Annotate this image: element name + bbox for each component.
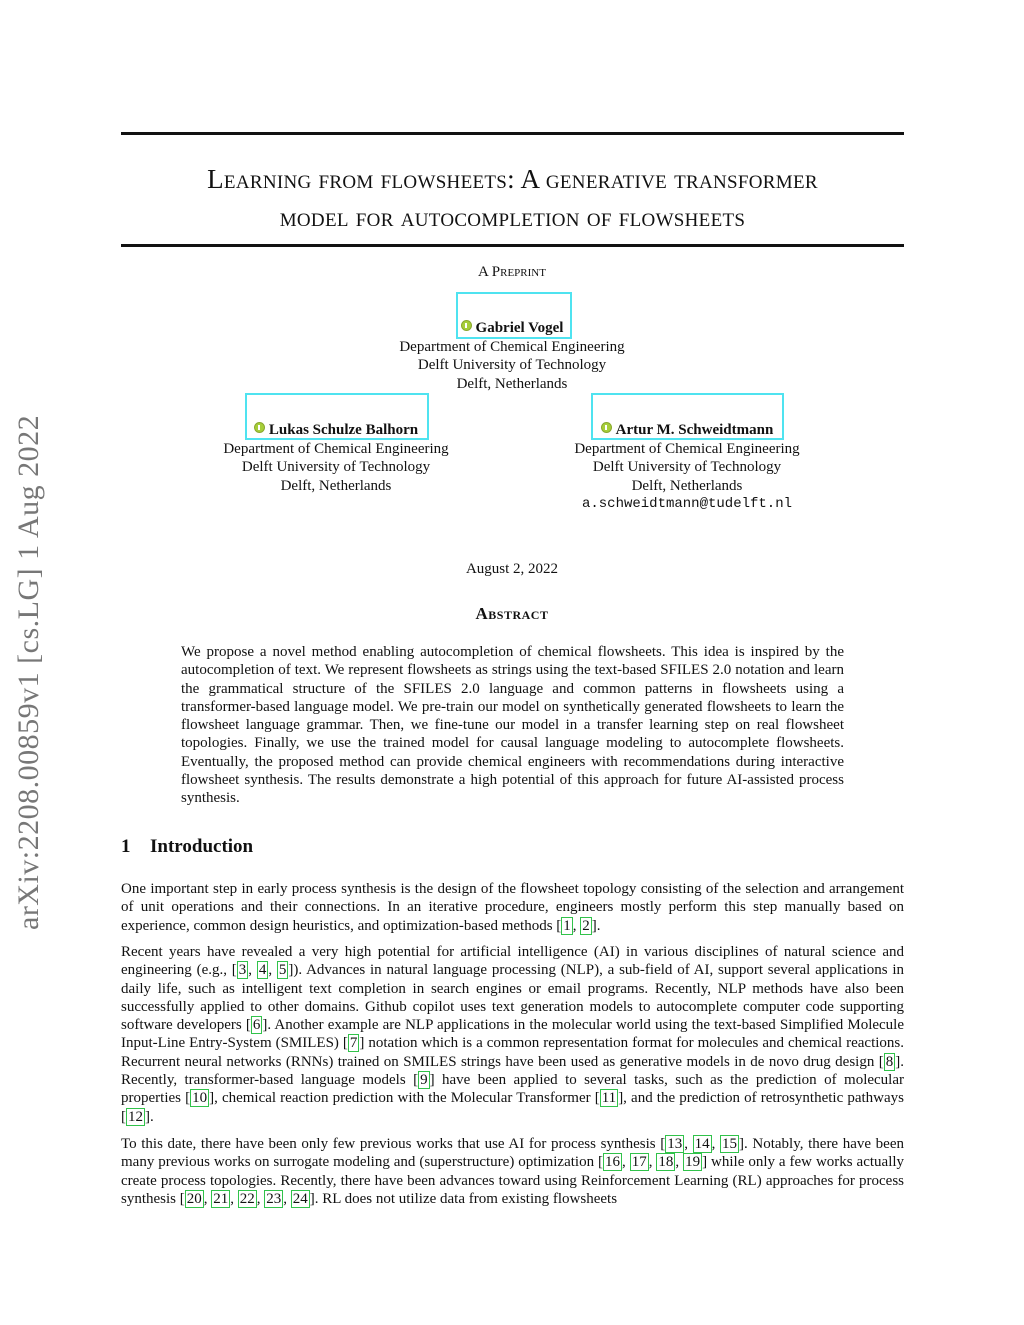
paragraph-text: To this date, there have been only few previous works that use AI for process synthesis [ [121,1136,666,1152]
citation-link[interactable]: 12 [128,1108,143,1125]
author-university: Delft University of Technology [241,459,431,475]
paragraph-text: ]. Notably, there have been many previous works on surrogate modeling and (superstructure) optimization [ [121,1136,904,1171]
citation-link[interactable]: 4 [258,962,267,979]
author-name[interactable]: Artur M. Schweidtmann [615,422,774,438]
citation-link[interactable]: 14 [694,1136,710,1152]
paragraph-text: ]. RL does not utilize data from existing flowsheets [309,1190,618,1207]
citation-link[interactable]: 16 [605,1154,621,1171]
citation-link[interactable]: 7 [349,1035,358,1052]
intro-paragraph-2: Recent years have revealed a very high potential for artificial intelligence (AI) in various disciplines of natural science and engineering (e.g., [ 3 , 4 , 5 ]). Advances in natural language processing (NLP), a sub-field of AI, support several applications in daily life, such as intelligent text completion in search engines or email programs. Recently, NLP methods have also been successfully applied to other domains. Github copilot uses text generation models to autocomplete computer code supporting software developers [ 6 ]. Another example are NLP applications in the molecular world using the text-based Simplified Molecule Input-Line Entry-System (SMILES) [ 7 ] notation which is a common representation format for molecules and chemical reactions. Recurrent neural networks (RNNs) trained on SMILES strings have been used as generative models in de novo drug design [ 8 ]. Recently, transformer-based language models [ 9 ] have been applied to several tasks, such as the prediction of molecular properties [ 10 ], chemical reaction prediction with the Molecular Transformer [ 11 ], and the prediction of retrosynthetic pathways [ 12 ]. [121,944,905,1125]
citation-link[interactable]: 21 [213,1190,229,1207]
paragraph-text: ], and the prediction of retrosynthetic pathways [ [121,1090,904,1125]
citation-link[interactable]: 22 [239,1190,255,1207]
author-department: Department of Chemical Engineering [574,440,800,457]
paragraph-text: ]. Recently, transformer-based language models [ [121,1053,904,1089]
citation-link[interactable]: 11 [601,1090,617,1107]
author-email[interactable]: a.schweidtmann@tudelft.nl [581,496,793,512]
citation-link[interactable]: 9 [420,1072,428,1089]
citation-link[interactable]: 3 [238,962,247,979]
citation-link[interactable]: 17 [631,1154,647,1171]
citation-link[interactable]: 8 [885,1053,894,1070]
author-department: Department of Chemical Engineering [223,440,449,457]
citation-link[interactable]: 10 [192,1090,208,1107]
author-block-2 [186,421,486,495]
paragraph-text: ] while only a few works actually create process topologies. Recently, there have been advances toward using Reinforcement Learning (RL) approaches for process synthesis [ [121,1154,905,1207]
author-block-3 [537,421,837,514]
author-name[interactable]: Lukas Schulze Balhorn [268,422,419,438]
preprint-label: A Preprint [478,264,546,280]
paragraph-text: ] notation which is a common representation format for molecules and chemical reactions. Recurrent neural networks (RNNs) trained on SMILES strings have been used as generative models in de novo drug design [ [121,1035,905,1070]
author-department: Department of Chemical Engineering [399,338,625,355]
paragraph-text: ] have been applied to several tasks, such as the prediction of molecular properties [ [121,1072,904,1107]
citation-link[interactable]: 6 [252,1017,261,1034]
author-block-1 [362,319,662,393]
section-heading [121,836,253,858]
paper-title-line-1: Learning from flowsheets: A generative transformer [207,164,818,194]
author-name[interactable]: Gabriel Vogel [475,320,564,336]
citation-link[interactable]: 1 [563,917,571,934]
paper-title [121,160,904,236]
arxiv-sidebar-stamp: arXiv:2208.00859v1 [cs.LG] 1 Aug 2022 [12,414,45,930]
abstract-text: We propose a novel method enabling autocompletion of chemical flowsheets. This idea is inspired by the autocompletion of text. We represent flowsheets as strings using the text-based SFILES 2.0 notation and learn the grammatical structure of the SFILES 2.0 language and common patterns in flowsheets using a transformer-based language model. We pre-train our model on synthetically generated flowsheets to learn the flowsheet language grammar. Then, we fine-tune our model in a transfer learning step on real flowsheet topologies. Finally, we use the trained model for causal language modeling to autocomplete flowsheets. Eventually, the proposed method can provide chemical engineers with recommendations during interactive flowsheet synthesis. The results demonstrate a high potential of this approach for future AI-assisted process synthesis. [181,644,844,807]
orcid-icon[interactable] [254,422,265,433]
citation-link[interactable]: 2 [582,917,590,934]
author-university: Delft University of Technology [592,459,782,475]
citation-link[interactable]: 5 [278,962,287,979]
author-location: Delft, Netherlands [631,477,743,494]
abstract-heading: Abstract [475,604,549,623]
title-bottom-rule [121,244,904,247]
section-title: Introduction [150,836,254,857]
title-top-rule [121,132,904,135]
citation-link[interactable]: 23 [266,1190,282,1207]
orcid-icon[interactable] [461,320,472,331]
paragraph-text: ]. Another example are NLP applications in the molecular world using the text-based Simplified Molecule Input-Line Entry-System (SMILES) [ [121,1017,904,1052]
paragraph-text: ]. [591,917,601,934]
paragraph-text: ]. [145,1108,154,1125]
citation-link[interactable]: 13 [667,1136,683,1152]
author-location: Delft, Netherlands [456,375,568,392]
author-university: Delft University of Technology [417,357,607,373]
intro-paragraph-3: To this date, there have been only few previous works that use AI for process synthesis [ 13 , 14 , 15 ]. Notably, there have been many previous works on surrogate modeling and (superstructure) optimization [ 16 , 17 , 18 , 19 ] while only a few works actually create process topologies. Recently, there have been advances toward using Reinforcement Learning (RL) approaches for process synthesis [ 20 , 21 , 22 , 23 , 24 ]. RL does not utilize data from existing flowsheets [121,1136,905,1207]
orcid-icon[interactable] [601,422,612,433]
paper-title-line-2: model for autocompletion of flowsheets [279,202,746,232]
section-number: 1 [121,836,131,857]
citation-link[interactable]: 20 [186,1190,202,1207]
publication-date: August 2, 2022 [465,561,559,577]
paragraph-text: ]). Advances in natural language processing (NLP), a sub-field of AI, support several applications in daily life, such as intelligent text completion in search engines or email programs. Recently, NLP methods have also been successfully applied to other domains. Github copilot uses text generation models to autocomplete computer code supporting software developers [ [121,962,905,1034]
citation-link[interactable]: 24 [292,1190,308,1207]
paragraph-text: ], chemical reaction prediction with the Molecular Transformer [ [209,1090,600,1107]
citation-link[interactable]: 18 [658,1154,674,1171]
paragraph-text: One important step in early process synthesis is the design of the flowsheet topology consisting of the selection and arrangement of unit operations and their connections. In an iterative procedure, engineers mostly perform this step manually based on experience, common design heuristics, and optimization-based methods [ [121,881,904,934]
author-location: Delft, Netherlands [280,477,392,494]
intro-paragraph-1: One important step in early process synthesis is the design of the flowsheet topology consisting of the selection and arrangement of unit operations and their connections. In an iterative procedure, engineers mostly perform this step manually based on experience, common design heuristics, and optimization-based methods [ 1 , 2 ]. [121,881,904,934]
citation-link[interactable]: 19 [685,1154,701,1171]
citation-link[interactable]: 15 [722,1136,737,1152]
paragraph-text: Recent years have revealed a very high potential for artificial intelligence (AI) in various disciplines of natural science and engineering (e.g., [ [121,944,904,979]
